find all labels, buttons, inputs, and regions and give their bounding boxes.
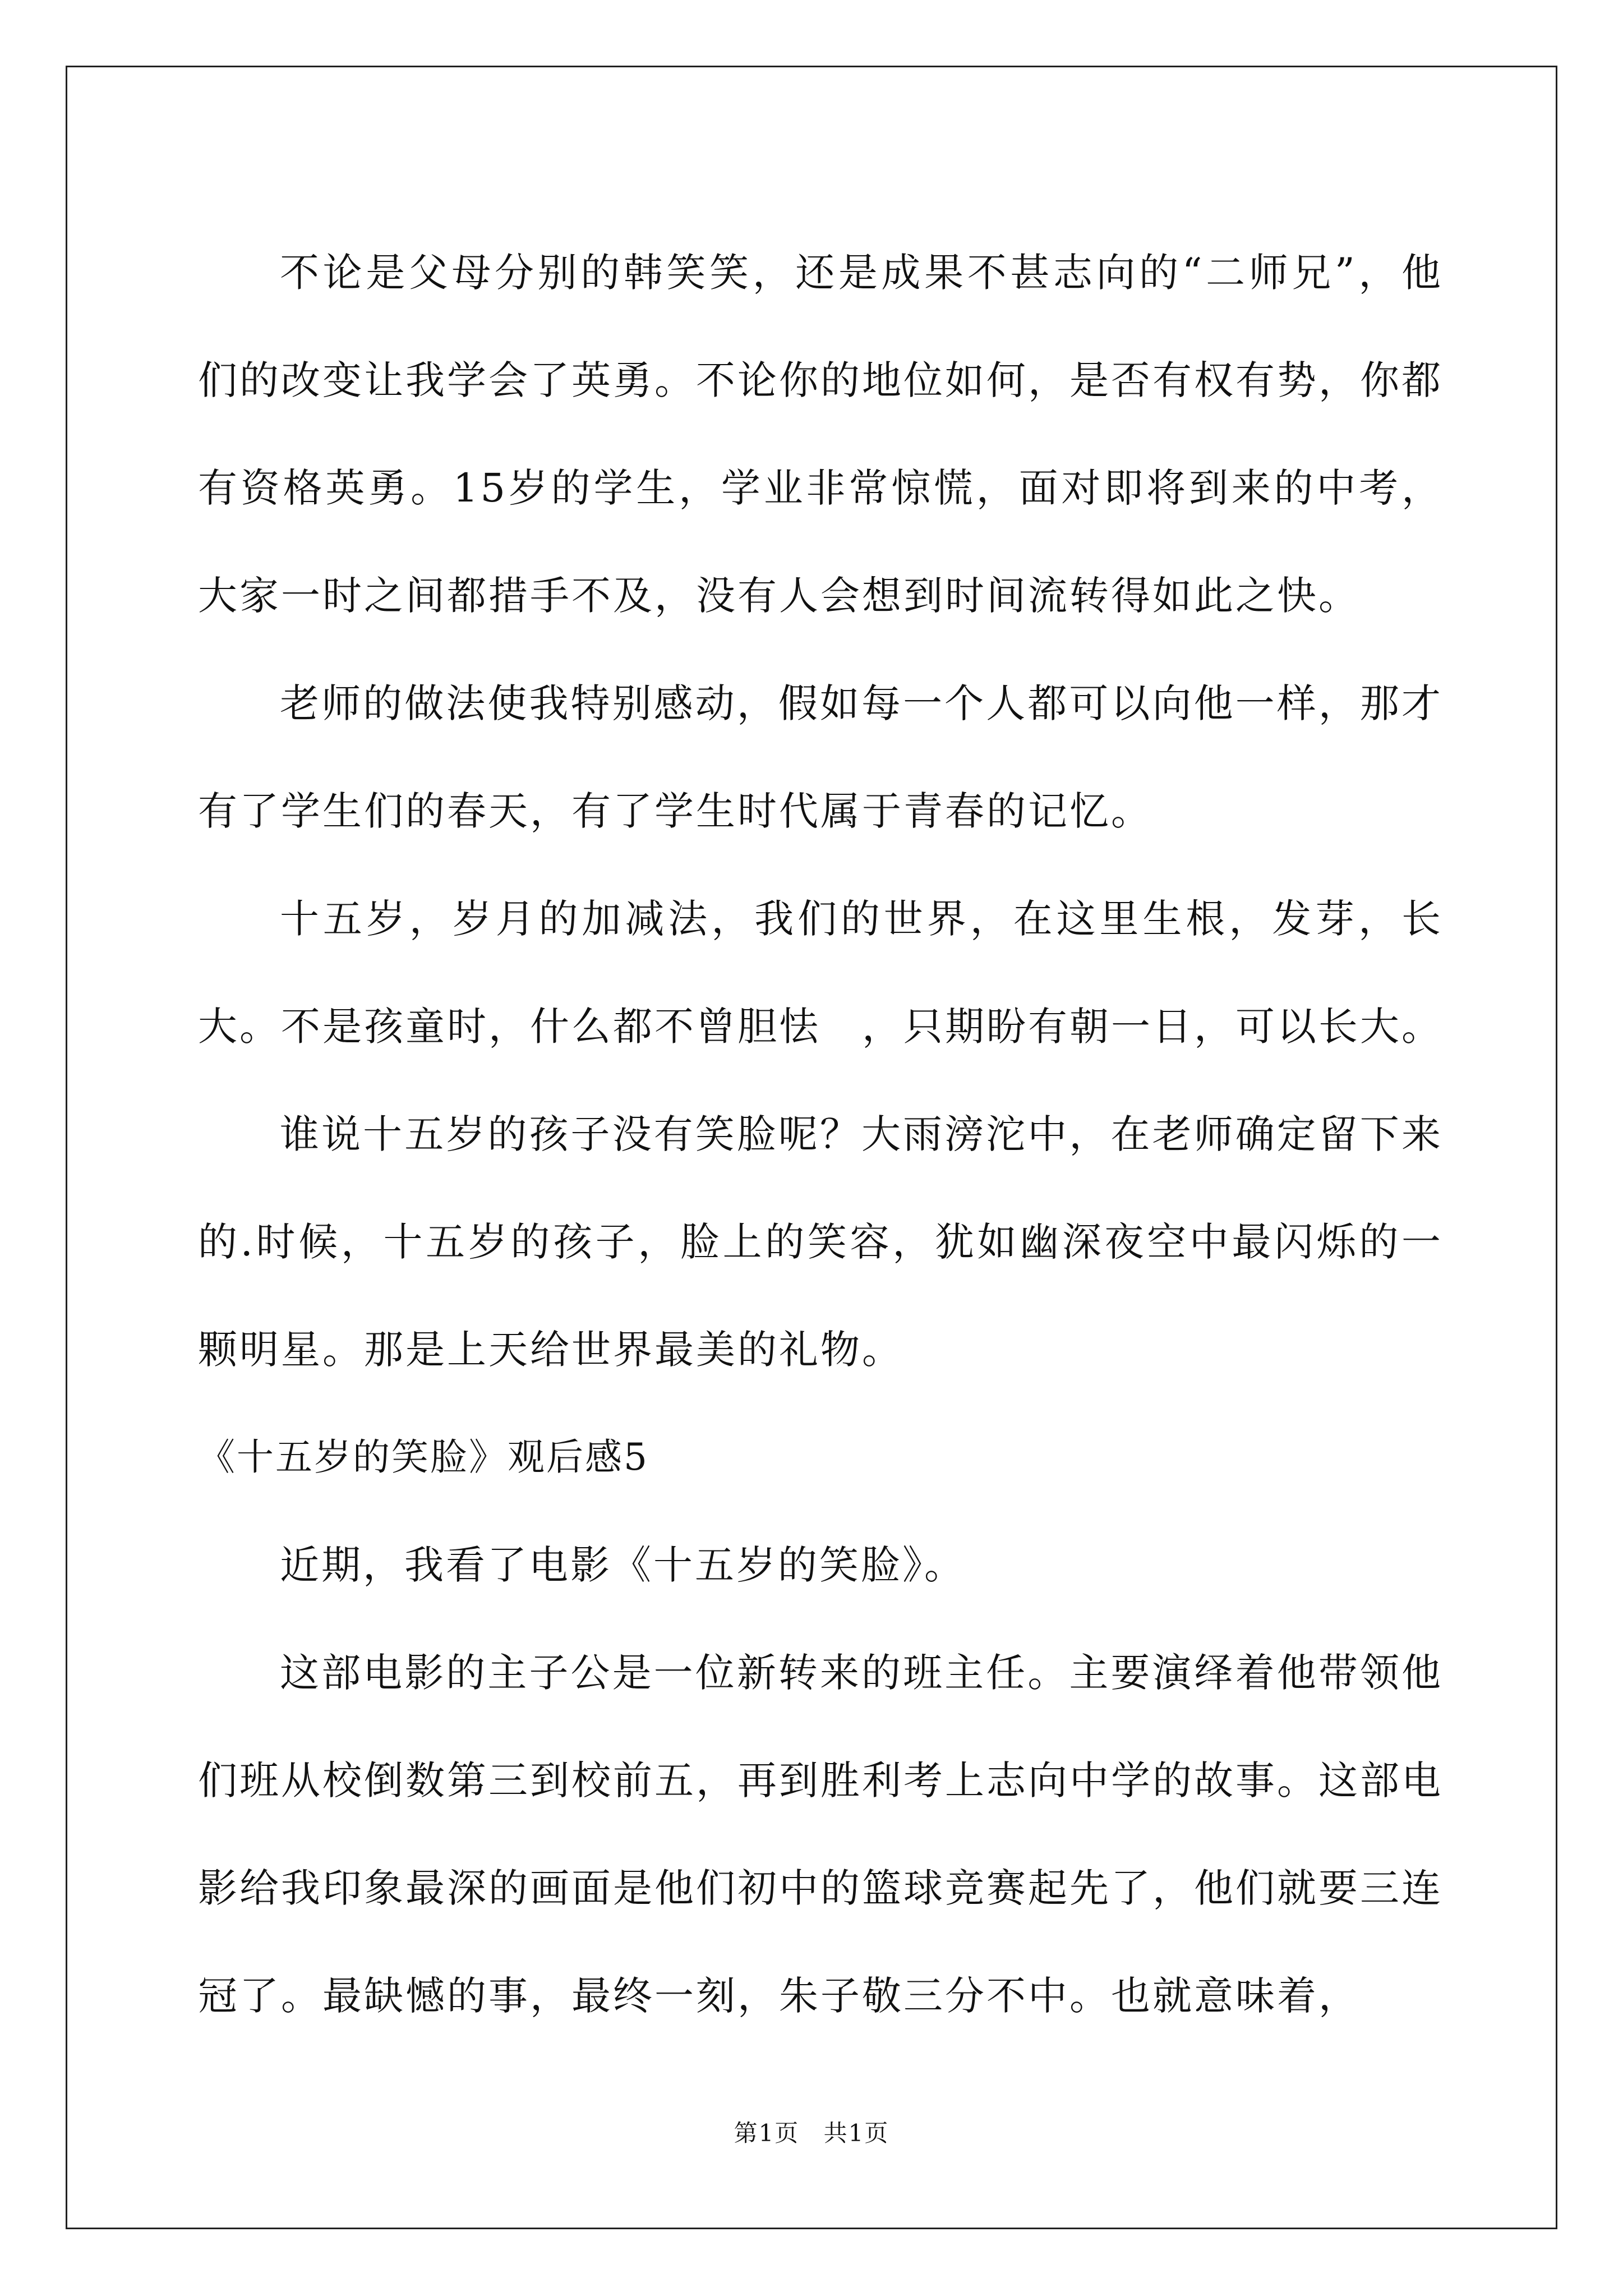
section-heading: 《十五岁的笑脸》观后感5: [198, 1435, 649, 1479]
paragraph-2: 老师的做法使我特别感动，假如每一个人都可以向他一样，那才有了学生们的春天，有了学生时代属于青春的记忆。: [198, 680, 1443, 834]
page-total: 共1页: [823, 2119, 889, 2147]
paragraph-5: 近期，我看了电影《十五岁的笑脸》。: [280, 1542, 966, 1588]
paragraph-6: 这部电影的主子公是一位新转来的班主任。主要演绎着他带领他们班从校倒数第三到校前五，再到胜利考上志向中学的故事。这部电影给我印象最深的画面是他们初中的篮球竞赛起先了，他们就要三连冠了。最缺憾的事，最终一刻，朱子敬三分不中。也就意味着，: [198, 1650, 1443, 2019]
page-number: 第1页: [734, 2119, 800, 2147]
page-footer: [0, 2115, 1623, 2148]
paragraph-3: 十五岁，岁月的加减法，我们的世界，在这里生根，发芽，长大。不是孩童时，什么都不曾胆怯 ，只期盼有朝一日，可以长大。: [198, 896, 1443, 1050]
paragraph-1: 不论是父母分别的韩笑笑，还是成果不甚志向的“二师兄”，他们的改变让我学会了英勇。不论你的地位如何，是否有权有势，你都有资格英勇。15岁的学生，学业非常惊慌，面对即将到来的中考，大家一时之间都措手不及，没有人会想到时间流转得如此之快。: [198, 250, 1443, 619]
paragraph-4: 谁说十五岁的孩子没有笑脸呢？大雨滂沱中，在老师确定留下来的.时候，十五岁的孩子，脸上的笑容，犹如幽深夜空中最闪烁的一颗明星。那是上天给世界最美的礼物。: [198, 1111, 1443, 1373]
document-body: [198, 219, 1443, 2050]
